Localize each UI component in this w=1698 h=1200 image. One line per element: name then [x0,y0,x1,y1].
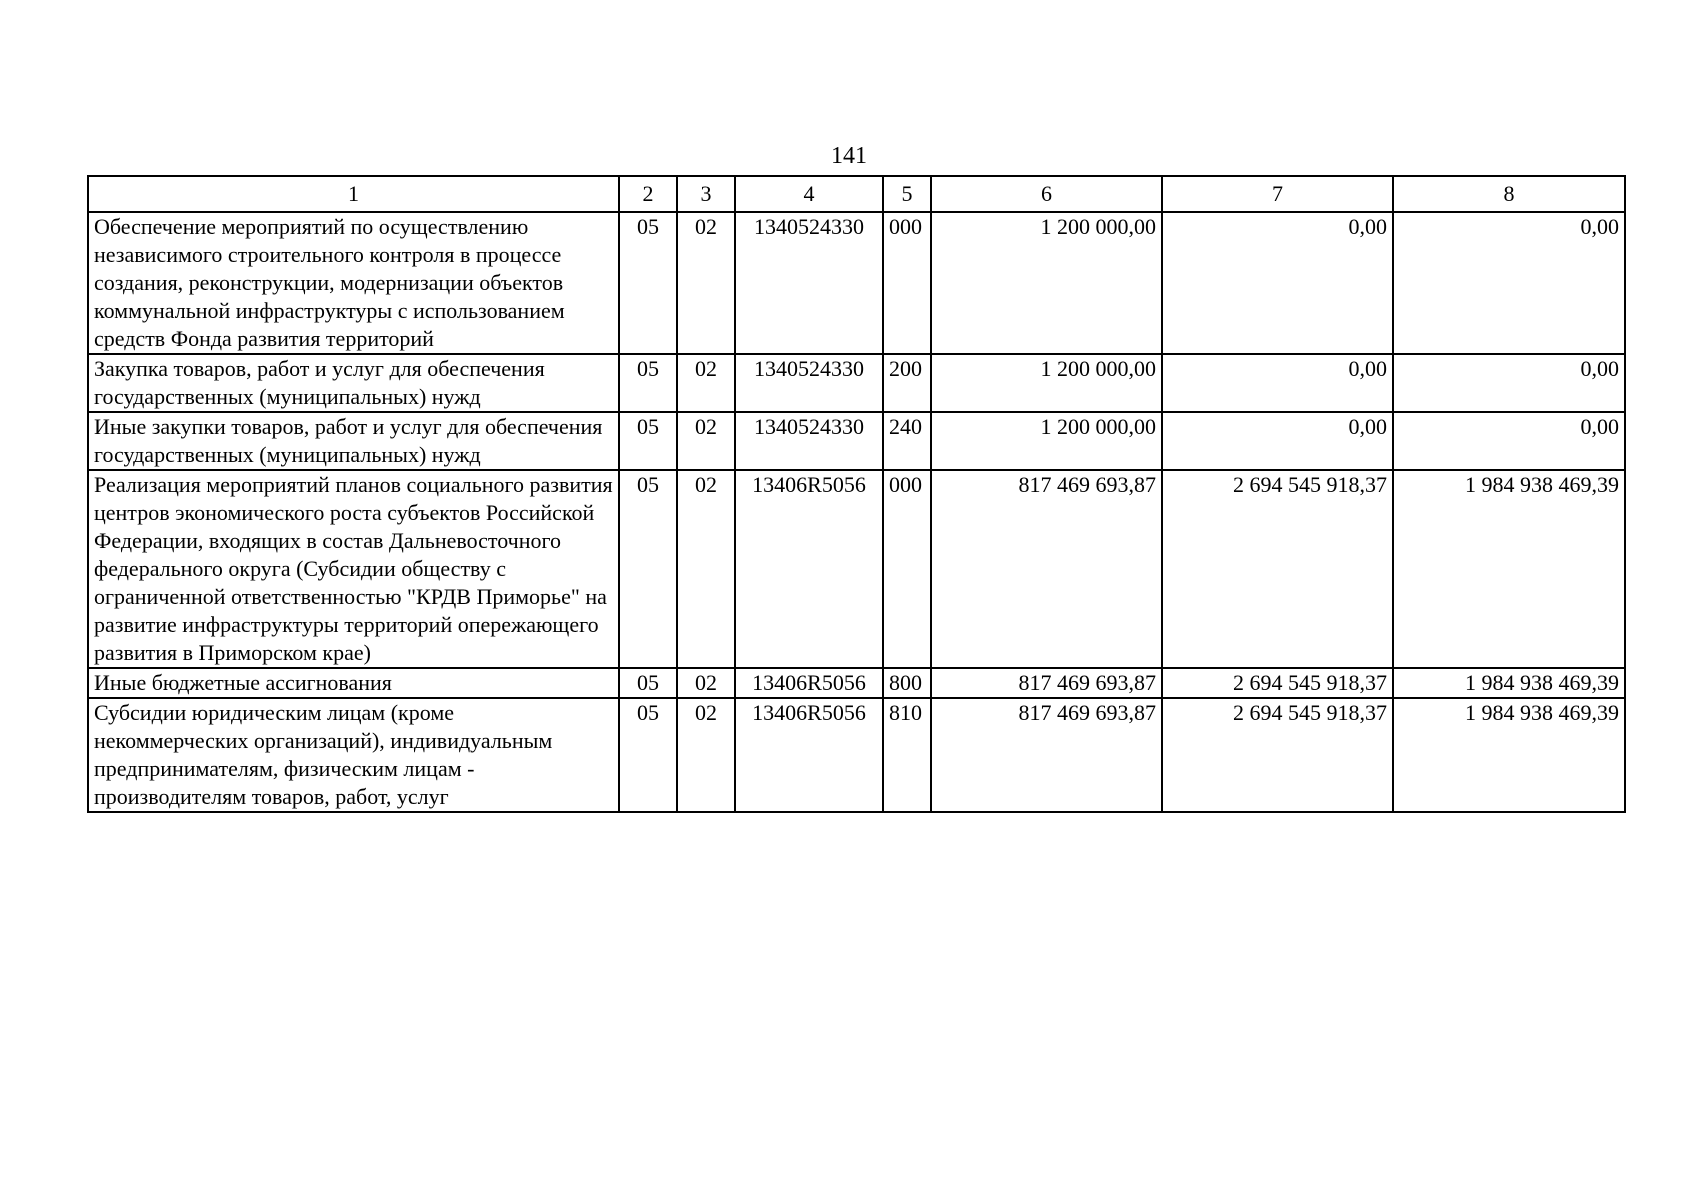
column-header-3: 3 [677,176,735,212]
amount-col-7: 0,00 [1162,212,1393,354]
expense-name: Иные бюджетные ассигнования [88,668,619,698]
column-header-1: 1 [88,176,619,212]
expense-type-code: 200 [883,354,931,412]
target-code: 1340524330 [735,212,883,354]
amount-col-7: 2 694 545 918,37 [1162,668,1393,698]
column-header-7: 7 [1162,176,1393,212]
expense-type-code: 810 [883,698,931,812]
budget-table [87,175,1626,813]
amount-col-6: 817 469 693,87 [931,470,1162,668]
section-code: 05 [619,412,677,470]
subsection-code: 02 [677,668,735,698]
amount-col-8: 0,00 [1393,354,1625,412]
expense-type-code: 800 [883,668,931,698]
expense-type-code: 000 [883,212,931,354]
amount-col-6: 1 200 000,00 [931,354,1162,412]
subsection-code: 02 [677,354,735,412]
target-code: 13406R5056 [735,668,883,698]
column-header-6: 6 [931,176,1162,212]
target-code: 1340524330 [735,354,883,412]
amount-col-6: 1 200 000,00 [931,412,1162,470]
section-code: 05 [619,470,677,668]
amount-col-6: 817 469 693,87 [931,668,1162,698]
expense-name: Иные закупки товаров, работ и услуг для обеспечения государственных (муниципальных) нужд [88,412,619,470]
amount-col-8: 1 984 938 469,39 [1393,470,1625,668]
amount-col-8: 0,00 [1393,212,1625,354]
amount-col-7: 0,00 [1162,354,1393,412]
column-header-5: 5 [883,176,931,212]
amount-col-8: 1 984 938 469,39 [1393,698,1625,812]
expense-name: Обеспечение мероприятий по осуществлению независимого строительного контроля в процессе создания, реконструкции, модернизации объектов коммунальной инфраструктуры с использованием средств Фонда развития территорий [88,212,619,354]
table-row [88,412,1625,470]
expense-name: Субсидии юридическим лицам (кроме некоммерческих организаций), индивидуальным предпринимателям, физическим лицам - производителям товаров, работ, услуг [88,698,619,812]
subsection-code: 02 [677,212,735,354]
target-code: 13406R5056 [735,698,883,812]
section-code: 05 [619,354,677,412]
expense-type-code: 240 [883,412,931,470]
amount-col-6: 817 469 693,87 [931,698,1162,812]
amount-col-8: 1 984 938 469,39 [1393,668,1625,698]
subsection-code: 02 [677,470,735,668]
target-code: 1340524330 [735,412,883,470]
target-code: 13406R5056 [735,470,883,668]
subsection-code: 02 [677,698,735,812]
section-code: 05 [619,668,677,698]
expense-name: Закупка товаров, работ и услуг для обеспечения государственных (муниципальных) нужд [88,354,619,412]
amount-col-6: 1 200 000,00 [931,212,1162,354]
table-row [88,212,1625,354]
column-header-2: 2 [619,176,677,212]
page-number: 141 [831,143,867,169]
table-row [88,668,1625,698]
table-row [88,354,1625,412]
column-header-4: 4 [735,176,883,212]
section-code: 05 [619,212,677,354]
amount-col-7: 2 694 545 918,37 [1162,698,1393,812]
table-row [88,698,1625,812]
header-row [88,176,1625,212]
expense-name: Реализация мероприятий планов социального развития центров экономического роста субъектов Российской Федерации, входящих в состав Дальневосточного федерального округа (Субсидии обществу с ограниченной ответственностью "КРДВ Приморье" на развитие инфраструктуры территорий опережающего развития в Приморском крае) [88,470,619,668]
table-row [88,470,1625,668]
amount-col-7: 2 694 545 918,37 [1162,470,1393,668]
amount-col-8: 0,00 [1393,412,1625,470]
amount-col-7: 0,00 [1162,412,1393,470]
expense-type-code: 000 [883,470,931,668]
subsection-code: 02 [677,412,735,470]
column-header-8: 8 [1393,176,1625,212]
section-code: 05 [619,698,677,812]
